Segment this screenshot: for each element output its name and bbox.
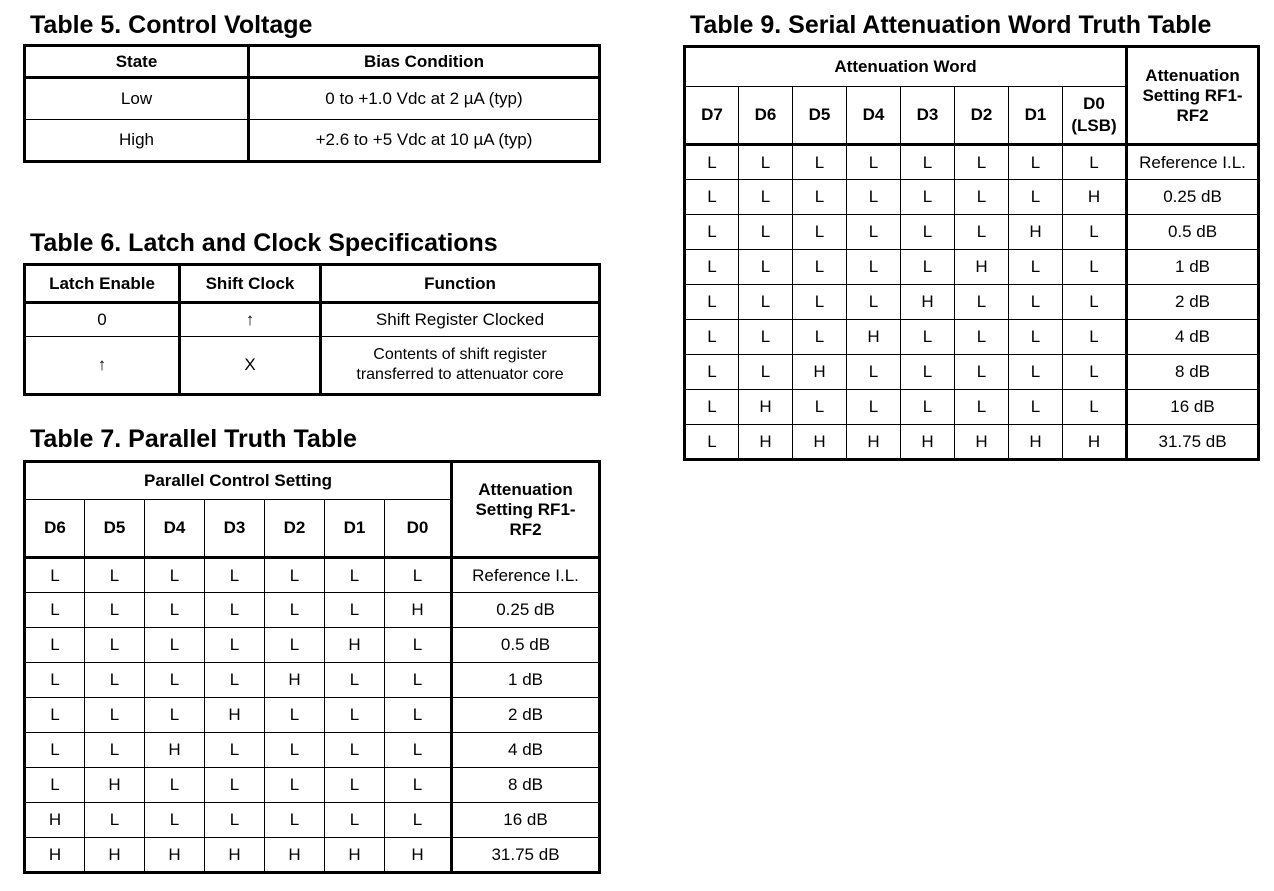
control-voltage-table bbox=[23, 44, 601, 163]
table6-cell: 0 bbox=[25, 303, 180, 337]
header-bias-condition: Bias Condition bbox=[249, 46, 600, 78]
bit-value: L bbox=[847, 180, 901, 215]
attenuation-value: 0.25 dB bbox=[1127, 180, 1259, 215]
bit-value: L bbox=[205, 803, 265, 838]
bit-value: L bbox=[685, 355, 739, 390]
bit-value: H bbox=[901, 425, 955, 460]
table-row bbox=[685, 180, 1259, 215]
bit-value: L bbox=[1009, 180, 1063, 215]
bit-value: L bbox=[325, 768, 385, 803]
attenuation-value: 4 dB bbox=[1127, 320, 1259, 355]
bit-value: L bbox=[847, 285, 901, 320]
bit-value: L bbox=[685, 320, 739, 355]
bit-value: L bbox=[25, 698, 85, 733]
header-bit-4: D2 bbox=[265, 500, 325, 558]
table9-title: Table 9. Serial Attenuation Word Truth Table bbox=[690, 11, 1212, 39]
bit-value: L bbox=[685, 285, 739, 320]
attenuation-value: 8 dB bbox=[452, 768, 600, 803]
bit-value: H bbox=[205, 698, 265, 733]
bit-value: L bbox=[325, 698, 385, 733]
bit-value: L bbox=[265, 593, 325, 628]
bit-value: L bbox=[205, 558, 265, 593]
bit-value: L bbox=[1063, 285, 1127, 320]
table5-cell: Low bbox=[25, 78, 249, 120]
bit-value: L bbox=[265, 628, 325, 663]
table-row bbox=[25, 698, 600, 733]
table-row bbox=[685, 250, 1259, 285]
bit-value: L bbox=[325, 733, 385, 768]
table-row bbox=[25, 628, 600, 663]
header-latch-enable: Latch Enable bbox=[25, 265, 180, 303]
header-bit-5: D2 bbox=[955, 87, 1009, 145]
bit-value: L bbox=[25, 733, 85, 768]
bit-value: L bbox=[739, 285, 793, 320]
table5-cell: 0 to +1.0 Vdc at 2 µA (typ) bbox=[249, 78, 600, 120]
header-bit-1: D5 bbox=[85, 500, 145, 558]
header-bit-7: D0 (LSB) bbox=[1063, 87, 1127, 145]
bit-value: H bbox=[265, 663, 325, 698]
attenuation-value: 16 dB bbox=[1127, 390, 1259, 425]
attenuation-value: 0.5 dB bbox=[452, 628, 600, 663]
table5-cell: +2.6 to +5 Vdc at 10 µA (typ) bbox=[249, 120, 600, 162]
bit-value: L bbox=[793, 390, 847, 425]
bit-value: L bbox=[955, 355, 1009, 390]
bit-value: L bbox=[325, 558, 385, 593]
bit-value: L bbox=[793, 145, 847, 180]
bit-value: L bbox=[205, 593, 265, 628]
table-row bbox=[685, 320, 1259, 355]
header-bit-6: D1 bbox=[1009, 87, 1063, 145]
attenuation-value: 2 dB bbox=[1127, 285, 1259, 320]
bit-value: L bbox=[1063, 390, 1127, 425]
attenuation-value: 4 dB bbox=[452, 733, 600, 768]
attenuation-value: 31.75 dB bbox=[452, 838, 600, 873]
bit-value: H bbox=[25, 838, 85, 873]
bit-value: L bbox=[145, 768, 205, 803]
bit-value: L bbox=[685, 390, 739, 425]
bit-value: H bbox=[325, 628, 385, 663]
table-row bbox=[25, 733, 600, 768]
header-bit-2: D5 bbox=[793, 87, 847, 145]
attenuation-value: Reference I.L. bbox=[452, 558, 600, 593]
attenuation-value: 0.5 dB bbox=[1127, 215, 1259, 250]
bit-value: L bbox=[25, 593, 85, 628]
bit-value: L bbox=[955, 180, 1009, 215]
header-bit-0: D6 bbox=[25, 500, 85, 558]
bit-value: L bbox=[25, 768, 85, 803]
latch-clock-table bbox=[23, 263, 601, 396]
bit-value: L bbox=[1009, 285, 1063, 320]
bit-value: L bbox=[325, 663, 385, 698]
header-bit-6: D0 bbox=[385, 500, 452, 558]
bit-value: L bbox=[901, 215, 955, 250]
bit-value: L bbox=[385, 628, 452, 663]
table-row bbox=[25, 768, 600, 803]
bit-value: L bbox=[739, 215, 793, 250]
bit-value: L bbox=[739, 355, 793, 390]
bit-value: L bbox=[385, 733, 452, 768]
bit-value: L bbox=[901, 180, 955, 215]
attenuation-value: Reference I.L. bbox=[1127, 145, 1259, 180]
table-row bbox=[685, 215, 1259, 250]
bit-value: L bbox=[25, 628, 85, 663]
bit-value: L bbox=[955, 285, 1009, 320]
table6-cell: ↑ bbox=[180, 303, 321, 337]
bit-value: L bbox=[205, 663, 265, 698]
bit-value: H bbox=[145, 733, 205, 768]
bit-value: L bbox=[385, 698, 452, 733]
header-function: Function bbox=[321, 265, 600, 303]
bit-value: L bbox=[145, 803, 205, 838]
table6-cell: ↑ bbox=[25, 337, 180, 395]
bit-value: L bbox=[1009, 355, 1063, 390]
bit-value: L bbox=[145, 663, 205, 698]
header-attenuation-setting: Attenuation Setting RF1-RF2 bbox=[1127, 47, 1259, 145]
header-bit-0: D7 bbox=[685, 87, 739, 145]
header-bit-3: D4 bbox=[847, 87, 901, 145]
bit-value: L bbox=[739, 180, 793, 215]
header-parallel-control-setting: Parallel Control Setting bbox=[25, 462, 452, 500]
bit-value: H bbox=[793, 355, 847, 390]
bit-value: L bbox=[685, 250, 739, 285]
bit-value: L bbox=[325, 593, 385, 628]
bit-value: L bbox=[1063, 215, 1127, 250]
bit-value: L bbox=[901, 320, 955, 355]
bit-value: L bbox=[385, 558, 452, 593]
header-shift-clock: Shift Clock bbox=[180, 265, 321, 303]
table6-cell: Contents of shift register transferred to attenuator core bbox=[321, 337, 600, 395]
bit-value: L bbox=[847, 390, 901, 425]
parallel-truth-table bbox=[23, 460, 601, 874]
bit-value: L bbox=[901, 390, 955, 425]
header-state: State bbox=[25, 46, 249, 78]
bit-value: L bbox=[739, 145, 793, 180]
bit-value: L bbox=[1009, 320, 1063, 355]
table-row bbox=[685, 145, 1259, 180]
bit-value: L bbox=[685, 145, 739, 180]
table6-title: Table 6. Latch and Clock Specifications bbox=[30, 229, 498, 257]
bit-value: H bbox=[793, 425, 847, 460]
bit-value: L bbox=[847, 355, 901, 390]
bit-value: H bbox=[1009, 425, 1063, 460]
bit-value: H bbox=[85, 768, 145, 803]
serial-truth-table bbox=[683, 45, 1260, 461]
attenuation-value: 16 dB bbox=[452, 803, 600, 838]
bit-value: H bbox=[955, 250, 1009, 285]
bit-value: L bbox=[739, 250, 793, 285]
attenuation-value: 8 dB bbox=[1127, 355, 1259, 390]
bit-value: L bbox=[955, 215, 1009, 250]
bit-value: L bbox=[847, 250, 901, 285]
table-row bbox=[685, 425, 1259, 460]
header-bit-2: D4 bbox=[145, 500, 205, 558]
table5-title: Table 5. Control Voltage bbox=[30, 11, 313, 39]
table-row bbox=[25, 558, 600, 593]
bit-value: L bbox=[685, 180, 739, 215]
bit-value: L bbox=[385, 803, 452, 838]
attenuation-value: 1 dB bbox=[1127, 250, 1259, 285]
bit-value: L bbox=[265, 768, 325, 803]
bit-value: L bbox=[145, 558, 205, 593]
header-bit-4: D3 bbox=[901, 87, 955, 145]
bit-value: L bbox=[205, 768, 265, 803]
bit-value: H bbox=[847, 425, 901, 460]
bit-value: L bbox=[1063, 355, 1127, 390]
bit-value: L bbox=[85, 803, 145, 838]
header-attenuation-word: Attenuation Word bbox=[685, 47, 1127, 87]
bit-value: H bbox=[901, 285, 955, 320]
attenuation-value: 0.25 dB bbox=[452, 593, 600, 628]
table-row bbox=[25, 593, 600, 628]
bit-value: L bbox=[205, 628, 265, 663]
bit-value: L bbox=[793, 250, 847, 285]
bit-value: L bbox=[793, 215, 847, 250]
bit-value: L bbox=[85, 733, 145, 768]
table6-cell: Shift Register Clocked bbox=[321, 303, 600, 337]
bit-value: L bbox=[385, 768, 452, 803]
header-bit-5: D1 bbox=[325, 500, 385, 558]
bit-value: H bbox=[385, 593, 452, 628]
bit-value: L bbox=[265, 558, 325, 593]
bit-value: H bbox=[25, 803, 85, 838]
attenuation-value: 31.75 dB bbox=[1127, 425, 1259, 460]
bit-value: L bbox=[955, 320, 1009, 355]
table-row bbox=[25, 838, 600, 873]
bit-value: H bbox=[385, 838, 452, 873]
bit-value: H bbox=[955, 425, 1009, 460]
bit-value: H bbox=[205, 838, 265, 873]
bit-value: L bbox=[685, 425, 739, 460]
bit-value: H bbox=[85, 838, 145, 873]
table6-cell: X bbox=[180, 337, 321, 395]
bit-value: L bbox=[85, 698, 145, 733]
bit-value: L bbox=[25, 558, 85, 593]
bit-value: L bbox=[325, 803, 385, 838]
bit-value: L bbox=[1009, 390, 1063, 425]
bit-value: L bbox=[85, 628, 145, 663]
bit-value: L bbox=[85, 558, 145, 593]
bit-value: L bbox=[685, 215, 739, 250]
bit-value: H bbox=[265, 838, 325, 873]
bit-value: H bbox=[1063, 180, 1127, 215]
table7-title: Table 7. Parallel Truth Table bbox=[30, 425, 357, 453]
bit-value: L bbox=[1063, 145, 1127, 180]
bit-value: L bbox=[265, 733, 325, 768]
header-attenuation-setting: Attenuation Setting RF1-RF2 bbox=[452, 462, 600, 558]
bit-value: L bbox=[793, 180, 847, 215]
bit-value: H bbox=[739, 425, 793, 460]
bit-value: L bbox=[1063, 250, 1127, 285]
table-row bbox=[685, 285, 1259, 320]
bit-value: L bbox=[901, 355, 955, 390]
bit-value: L bbox=[85, 663, 145, 698]
bit-value: L bbox=[901, 145, 955, 180]
attenuation-value: 2 dB bbox=[452, 698, 600, 733]
bit-value: H bbox=[739, 390, 793, 425]
bit-value: L bbox=[145, 628, 205, 663]
bit-value: L bbox=[265, 698, 325, 733]
bit-value: L bbox=[1009, 250, 1063, 285]
bit-value: L bbox=[205, 733, 265, 768]
table-row bbox=[25, 663, 600, 698]
bit-value: L bbox=[1063, 320, 1127, 355]
bit-value: L bbox=[955, 390, 1009, 425]
table-row bbox=[685, 355, 1259, 390]
attenuation-value: 1 dB bbox=[452, 663, 600, 698]
bit-value: L bbox=[145, 593, 205, 628]
header-bit-3: D3 bbox=[205, 500, 265, 558]
bit-value: L bbox=[1009, 145, 1063, 180]
table5-cell: High bbox=[25, 120, 249, 162]
table-row bbox=[685, 390, 1259, 425]
bit-value: L bbox=[265, 803, 325, 838]
bit-value: H bbox=[847, 320, 901, 355]
bit-value: L bbox=[85, 593, 145, 628]
bit-value: L bbox=[25, 663, 85, 698]
bit-value: L bbox=[901, 250, 955, 285]
bit-value: L bbox=[739, 320, 793, 355]
bit-value: L bbox=[847, 145, 901, 180]
bit-value: L bbox=[847, 215, 901, 250]
bit-value: L bbox=[793, 320, 847, 355]
bit-value: H bbox=[325, 838, 385, 873]
bit-value: L bbox=[793, 285, 847, 320]
bit-value: L bbox=[145, 698, 205, 733]
bit-value: H bbox=[1009, 215, 1063, 250]
bit-value: L bbox=[955, 145, 1009, 180]
header-bit-1: D6 bbox=[739, 87, 793, 145]
bit-value: H bbox=[145, 838, 205, 873]
table-row bbox=[25, 803, 600, 838]
bit-value: H bbox=[1063, 425, 1127, 460]
bit-value: L bbox=[385, 663, 452, 698]
